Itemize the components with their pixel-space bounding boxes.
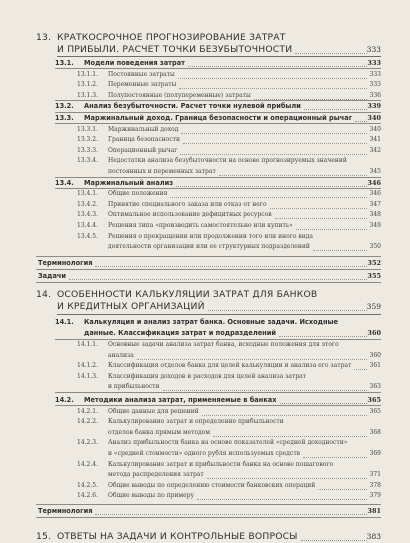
entry-page-number: 333 (366, 45, 381, 54)
entry-title: Маржинальный доход. Граница безопасности и операционный рычаг (84, 114, 353, 122)
entry-title: КРАТКОСРОЧНОЕ ПРОГНОЗИРОВАНИЕ ЗАТРАТ (57, 32, 286, 43)
entry-page-number: 365 (369, 407, 381, 415)
leader-dots (313, 250, 367, 251)
entry-title: ОСОБЕННОСТИ КАЛЬКУЛЯЦИИ ЗАТРАТ ДЛЯ БАНКОВ (57, 288, 318, 300)
entry-page-number: 348 (369, 211, 381, 219)
leader-dots (280, 403, 368, 404)
entry-title: Классификация доходов и расходов для целей анализа затрат (108, 372, 306, 380)
entry-number: 14.2.1. (77, 407, 98, 415)
entry-number: 14.2.3. (77, 439, 98, 447)
leader-dots (304, 109, 367, 110)
entry-page-number: 360 (369, 351, 381, 359)
entry-page-number: 339 (367, 102, 381, 111)
entry-title: и «средней стоимости» одного рубля используемых средств (108, 450, 301, 457)
entry-title: Недостатки анализа безубыточности на основе прогнозируемых значений (108, 157, 347, 165)
chapter-14-title (0, 301, 410, 313)
entry-page-number: 359 (366, 301, 381, 311)
entry-number: 15. (36, 531, 52, 542)
entry-title: метода распределения затрат (108, 471, 204, 479)
entry-page-number: 336 (369, 91, 381, 99)
tail-entry (0, 257, 410, 269)
entry-number: 14.1. (55, 317, 74, 326)
leader-dots (69, 279, 367, 280)
entry-page-number: 342 (369, 146, 381, 154)
entry-page-number: 340 (367, 114, 381, 122)
entry-page-number: 333 (369, 70, 381, 78)
entry-title: И ПРИБЫЛИ. РАСЧЕТ ТОЧКИ БЕЗУБЫТОЧНОСТИ (57, 44, 293, 55)
entry-title: анализа (108, 351, 134, 359)
entry-number: 14.1.2. (77, 362, 98, 370)
entry-title: Анализ безубыточности. Расчет точки нулевой прибыли (84, 102, 301, 111)
entry-page-number: 333 (369, 81, 381, 89)
divider-line (36, 517, 381, 518)
entry-number: 13.1.1. (77, 70, 98, 78)
leader-dots (95, 266, 367, 267)
entry-title: Общие положения (108, 190, 168, 198)
entry-title: Решения о прекращении или продолжении того или иного вида (108, 232, 314, 240)
entry-title: Калькулирование затрат и прибыльности банка на основе пошагового (108, 460, 334, 468)
entry-title: деятельности организации или ее структурных подразделений (108, 243, 310, 251)
entry-number: 13.2. (55, 102, 74, 111)
entry-page-number: 365 (367, 396, 381, 404)
section-title (0, 316, 410, 328)
entry-number: 13. (36, 32, 52, 43)
entry-title: Терминология (38, 258, 93, 267)
entry-page-number: 368 (369, 428, 381, 436)
entry-title: Калькулирование затрат и определение прибыльности (108, 418, 284, 426)
entry-number: 13.4.2. (77, 200, 98, 208)
entry-page-number: 349 (369, 222, 381, 229)
entry-title: Принятие специального заказа или отказ от него (108, 200, 267, 208)
entry-title: отделов банка прямым методом (108, 428, 211, 436)
entry-page-number: 333 (367, 59, 381, 67)
entry-page-number: 369 (369, 450, 381, 457)
entry-page-number: 345 (369, 168, 381, 175)
entry-title: Полупостоянные (полупеременные) затраты (108, 91, 251, 99)
entry-title: Операционный рычаг (108, 146, 178, 154)
entry-page-number: 381 (367, 507, 381, 515)
tail-entry (0, 505, 410, 517)
entry-title: Терминология (38, 507, 93, 515)
leader-dots (295, 53, 367, 54)
leader-dots (176, 186, 367, 187)
entry-page-number: 383 (366, 532, 381, 541)
entry-page-number: 347 (369, 200, 381, 208)
entry-page-number: 340 (369, 125, 381, 133)
entry-page-number: 346 (367, 178, 381, 187)
entry-number: 13.4.1. (77, 190, 98, 198)
entry-number: 14.2.6. (77, 492, 98, 500)
entry-title: Модели поведения затрат (84, 59, 185, 67)
leader-dots (208, 310, 367, 311)
chapter-13-title (0, 32, 410, 44)
leader-dots (95, 514, 367, 515)
entry-page-number: 378 (369, 481, 381, 489)
entry-page-number: 379 (369, 492, 381, 500)
leader-dots (197, 499, 367, 500)
entry-number: 14.1.3. (77, 372, 98, 380)
entry-title: Задачи (38, 271, 67, 280)
entry-number: 13.1.3. (77, 91, 98, 99)
subsection-title (0, 241, 410, 253)
entry-page-number: 355 (367, 271, 381, 280)
leader-dots (279, 336, 367, 337)
divider-line (57, 314, 381, 315)
entry-number: 13.4.4. (77, 222, 98, 229)
entry-number: 13.3.3. (77, 146, 98, 154)
entry-page-number: 352 (367, 258, 381, 267)
entry-number: 13.4.3. (77, 211, 98, 219)
chapter-15-title (0, 531, 410, 543)
entry-number: 14.2.4. (77, 460, 98, 468)
entry-number: 13.4.5. (77, 232, 98, 240)
entry-title: Переменные затраты (108, 81, 177, 89)
entry-title: ОТВЕТЫ НА ЗАДАЧИ И КОНТРОЛЬНЫЕ ВОПРОСЫ (57, 531, 298, 542)
entry-title: Постоянные затраты (108, 70, 175, 78)
entry-number: 14.1.1. (77, 341, 98, 348)
subsection-title (0, 490, 410, 502)
entry-title: И КРЕДИТНЫХ ОРГАНИЗАЦИЙ (57, 300, 205, 312)
leader-dots (301, 540, 367, 541)
entry-title: Классификация отделов банка для целей калькуляции и анализа его затрат (108, 362, 352, 370)
divider-line (36, 282, 381, 283)
entry-title: Общие данные для решений (108, 407, 199, 415)
entry-title: и прибыльности (108, 383, 160, 391)
entry-number: 14. (36, 288, 52, 300)
entry-number: 14.2.2. (77, 418, 98, 426)
leader-dots (355, 121, 367, 122)
chapter-14-title (0, 289, 410, 301)
leader-dots (188, 66, 367, 67)
entry-page-number: 341 (369, 136, 381, 144)
entry-title: данные. Классификация затрат и подразделений (84, 329, 276, 338)
entry-title: Граница безопасности (108, 136, 181, 144)
entry-number: 13.1.2. (77, 81, 98, 89)
entry-number: 13.3.2. (77, 136, 98, 144)
entry-number: 13.3.1. (77, 125, 98, 133)
entry-number: 13.3.4. (77, 157, 98, 165)
entry-title: Маржинальный доход (108, 125, 179, 133)
entry-page-number: 346 (369, 190, 381, 198)
entry-page-number: 350 (369, 243, 381, 251)
entry-page-number: 361 (369, 362, 381, 370)
entry-title: Анализ прибыльности банка на основе показателей «средней доходности» (108, 439, 348, 447)
entry-title: Калькуляция и анализ затрат банка. Основные задачи. Исходные (84, 317, 338, 326)
entry-number: 13.3. (55, 114, 74, 122)
entry-page-number: 363 (369, 383, 381, 391)
tail-entry (0, 270, 410, 282)
entry-title: Общие выводы по примеру (108, 492, 195, 500)
entry-title: Оптимальное использование дефицитных ресурсов (108, 211, 272, 219)
entry-title: Маржинальный анализ (84, 178, 174, 187)
entry-title: Общие выводы по определению стоимости банковских операций (108, 481, 316, 489)
chapter-13-title (0, 44, 410, 56)
entry-title: Основные задачи анализа затрат банка, исходные положения для этого (108, 341, 339, 348)
entry-number: 14.2. (55, 396, 74, 404)
entry-number: 13.4. (55, 178, 74, 187)
entry-title: постоянных и переменных затрат (108, 168, 216, 175)
entry-page-number: 371 (369, 471, 381, 479)
entry-number: 14.2.5. (77, 481, 98, 489)
entry-page-number: 360 (367, 329, 381, 338)
divider-line (55, 392, 381, 393)
entry-title: Решения типа «производить самостоятельно или купить» (108, 222, 293, 229)
entry-number: 13.1. (55, 59, 74, 67)
entry-title: Методики анализа затрат, применяемые в банках (84, 396, 277, 404)
